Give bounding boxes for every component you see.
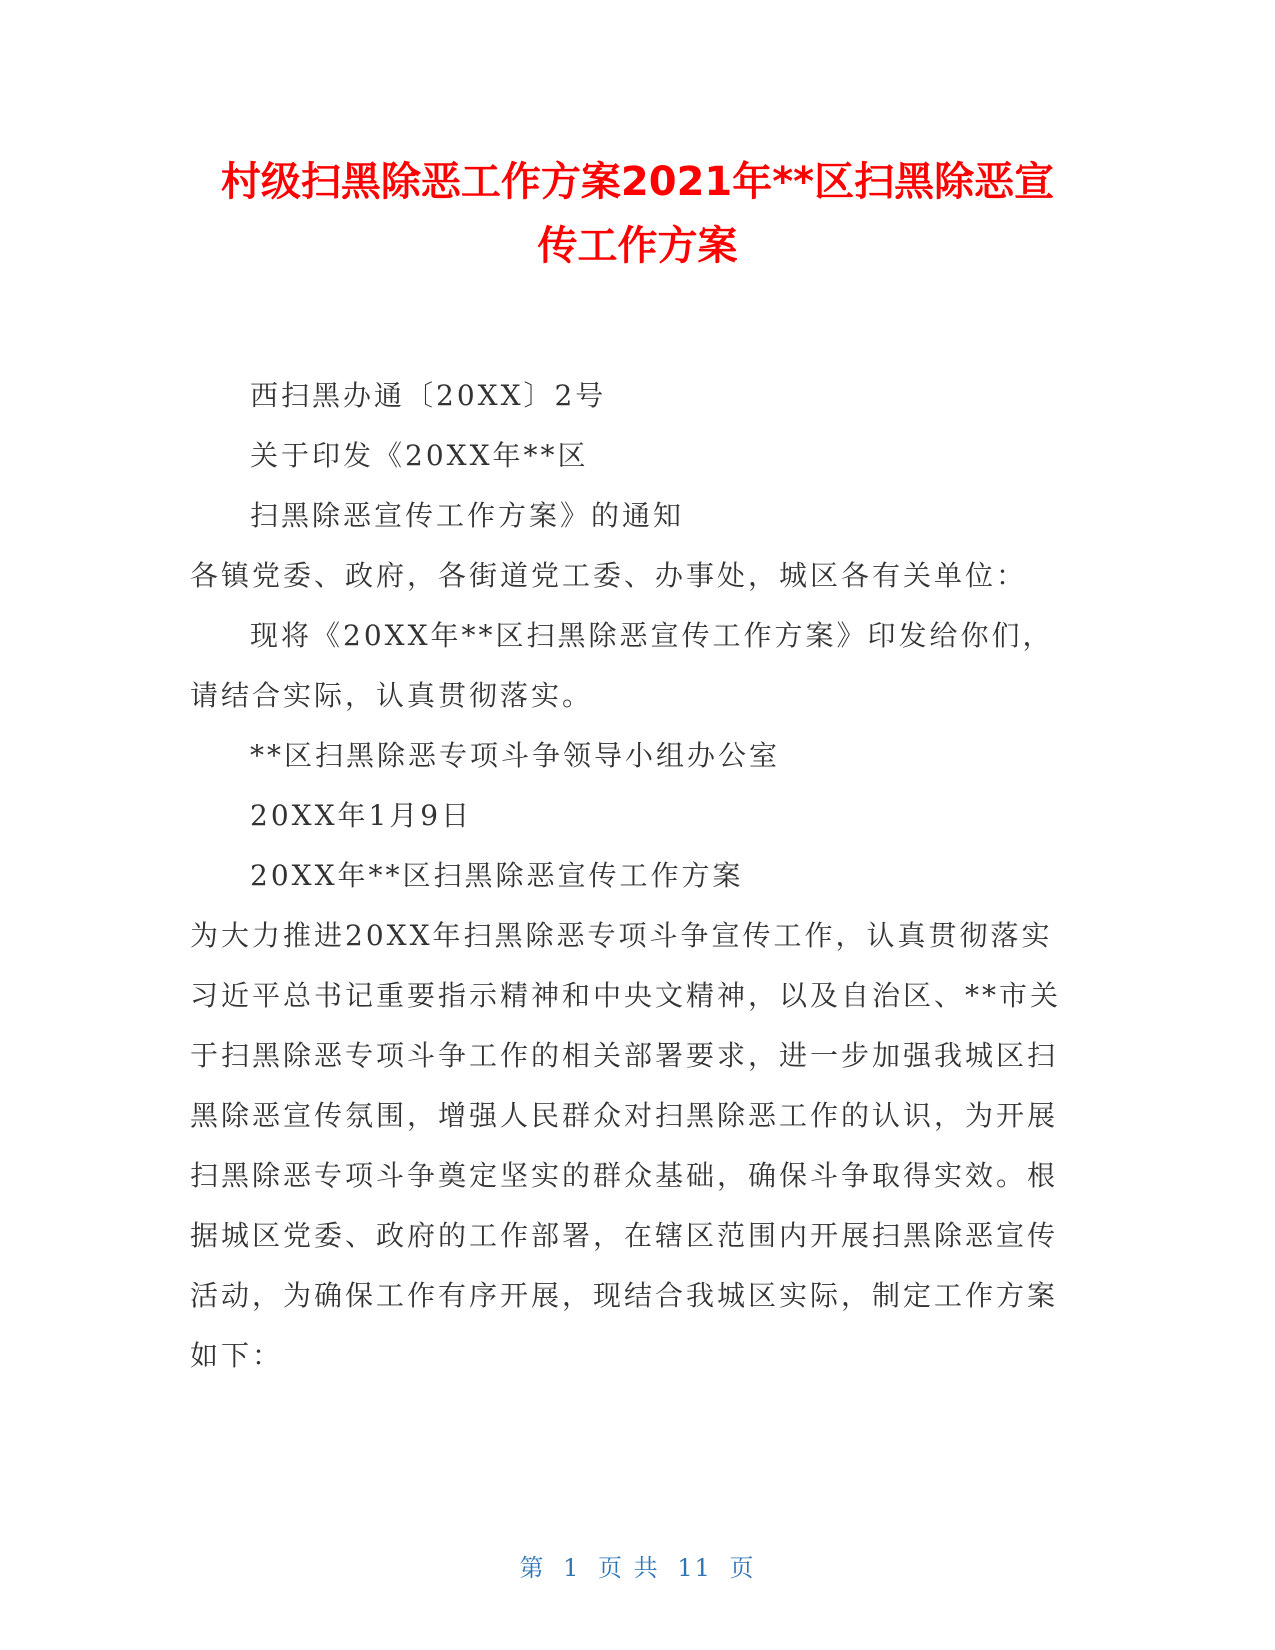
footer-total-pages: 11	[677, 1554, 712, 1582]
notice-paragraph: 现将《20XX年**区扫黑除恶宣传工作方案》印发给你们，请结合实际，认真贯彻落实。	[190, 619, 1054, 712]
issue-date: 20XX年1月9日	[250, 799, 473, 832]
notice-title-line-2: 扫黑除恶宣传工作方案》的通知	[250, 499, 685, 532]
plan-title: 20XX年**区扫黑除恶宣传工作方案	[250, 859, 744, 892]
document-number: 西扫黑办通〔20XX〕2号	[250, 379, 607, 412]
footer-suffix: 页	[729, 1554, 756, 1582]
document-body	[190, 366, 1070, 1386]
footer-page-number: 1	[563, 1554, 581, 1582]
footer-prefix: 第	[519, 1554, 546, 1582]
recipients: 各镇党委、政府，各街道党工委、办事处，城区各有关单位：	[190, 559, 1028, 592]
issuing-office: **区扫黑除恶专项斗争领导小组办公室	[250, 739, 781, 772]
title-line-1: 村级扫黑除恶工作方案2021年**区扫黑除恶宣	[220, 159, 1055, 205]
document-title	[150, 150, 1125, 278]
notice-title-line-1: 关于印发《20XX年**区	[250, 439, 589, 472]
page-footer	[0, 1548, 1275, 1583]
title-line-2: 传工作方案	[537, 223, 738, 269]
plan-paragraph: 为大力推进20XX年扫黑除恶专项斗争宣传工作，认真贯彻落实习近平总书记重要指示精神和中央文精神，以及自治区、**市关于扫黑除恶专项斗争工作的相关部署要求，进一步加强我城区扫黑除恶宣传氛围，增强人民群众对扫黑除恶工作的认识，为开展扫黑除恶专项斗争奠定坚实的群众基础，确保斗争取得实效。根据城区党委、政府的工作部署，在辖区范围内开展扫黑除恶宣传活动，为确保工作有序开展，现结合我城区实际，制定工作方案如下：	[190, 919, 1062, 1372]
footer-middle: 页 共	[598, 1554, 660, 1582]
